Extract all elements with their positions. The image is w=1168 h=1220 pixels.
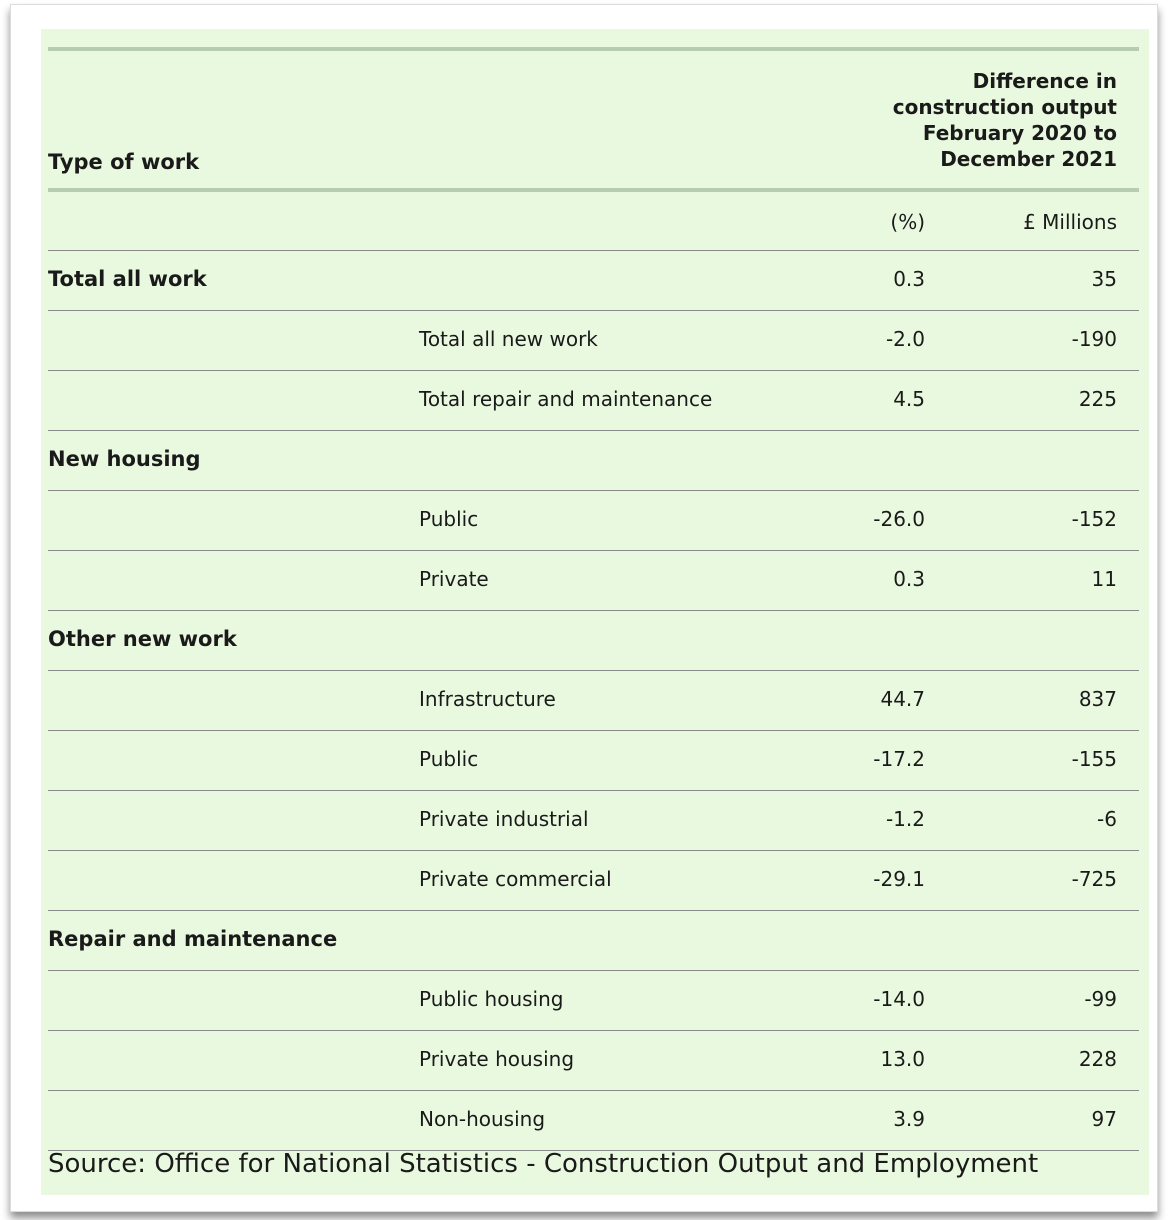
row-millions: 228 [1078,1047,1117,1071]
row-percent: -26.0 [873,507,925,531]
row-millions: -190 [1071,327,1117,351]
units-row [48,192,1139,251]
document-frame [10,4,1158,1212]
table-row [48,611,1139,671]
table-row [48,1031,1139,1091]
row-millions: -6 [1097,807,1117,831]
table-row [48,971,1139,1031]
table-row [48,911,1139,971]
row-group-label: New housing [48,447,201,471]
row-percent: 3.9 [893,1107,925,1131]
row-millions: 35 [1091,267,1117,291]
row-sub-label: Private commercial [419,867,612,891]
table-row [48,791,1139,851]
row-group-label: Other new work [48,627,237,651]
row-sub-label: Total all new work [419,327,598,351]
row-sub-label: Private [419,567,489,591]
row-percent: -17.2 [873,747,925,771]
row-percent: 0.3 [893,567,925,591]
row-millions: 11 [1091,567,1117,591]
row-millions: -152 [1071,507,1117,531]
source-note: Source: Office for National Statistics - Construction Output and Employment [48,1149,1039,1179]
table-row [48,731,1139,791]
row-sub-label: Private housing [419,1047,575,1071]
row-percent: 13.0 [880,1047,925,1071]
table-row [48,851,1139,911]
table-row [48,491,1139,551]
row-percent: -2.0 [885,327,925,351]
row-percent: -14.0 [873,987,925,1011]
row-percent: -29.1 [873,867,925,891]
row-millions: 837 [1078,687,1117,711]
row-sub-label: Private industrial [419,807,589,831]
table-row [48,551,1139,611]
row-sub-label: Non-housing [419,1107,546,1131]
row-sub-label: Public [419,507,479,531]
unit-percent: (%) [890,210,925,234]
table-row [48,251,1139,311]
table-header [48,51,1139,188]
row-millions: -155 [1071,747,1117,771]
row-percent: -1.2 [885,807,925,831]
row-percent: 4.5 [893,387,925,411]
row-percent: 44.7 [880,687,925,711]
row-percent: 0.3 [893,267,925,291]
row-millions: -99 [1084,987,1117,1011]
row-group-label: Total all work [48,267,207,291]
row-sub-label: Infrastructure [419,687,556,711]
row-millions: -725 [1071,867,1117,891]
type-of-work-header: Type of work [48,150,200,174]
difference-header: Difference in construction output February 2020 to December 2021 [892,69,1117,171]
row-millions: 225 [1078,387,1117,411]
row-sub-label: Total repair and maintenance [419,387,713,411]
row-sub-label: Public [419,747,479,771]
table-panel [41,29,1149,1195]
table-row [48,671,1139,731]
table-row [48,1091,1139,1151]
table-body [48,251,1139,1151]
unit-millions: £ Millions [1023,210,1117,234]
table-row [48,431,1139,491]
table-row [48,371,1139,431]
table-row [48,311,1139,371]
row-sub-label: Public housing [419,987,564,1011]
row-millions: 97 [1091,1107,1117,1131]
row-group-label: Repair and maintenance [48,927,338,951]
